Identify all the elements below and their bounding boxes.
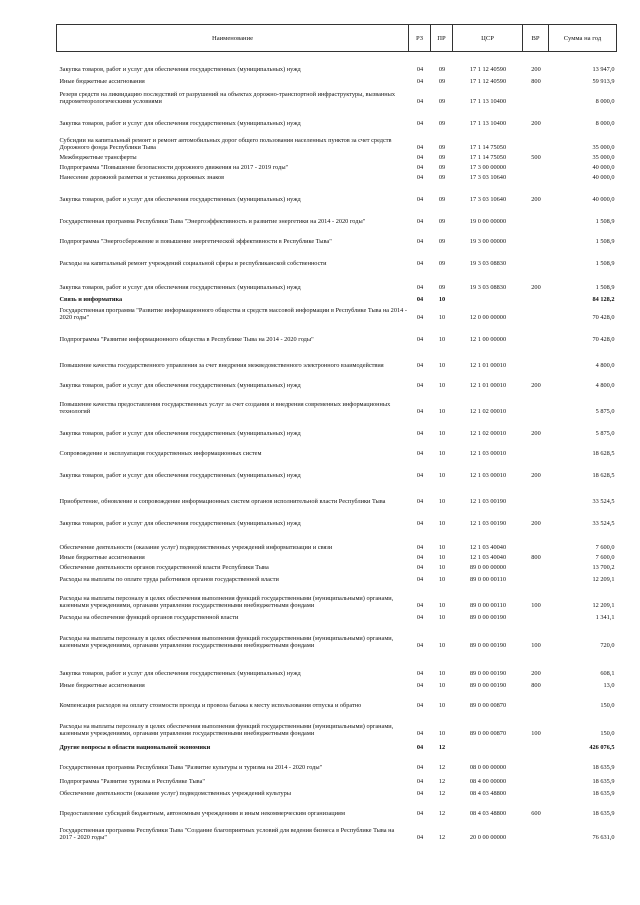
cell-pr: 09	[438, 66, 446, 74]
cell-rz: 04	[416, 408, 424, 416]
table-row	[57, 86, 617, 106]
cell-sum: 4 800,0	[595, 362, 615, 370]
cell-csr: 89 0 00 00110	[470, 602, 506, 610]
cell-pr: 10	[438, 682, 446, 690]
cell-vr: 100	[531, 602, 541, 610]
cell-name: Обеспечение деятельности органов государственной власти Республики Тыва	[59, 564, 269, 572]
cell-pr: 12	[438, 764, 446, 772]
cell-vr: 800	[531, 682, 541, 690]
cell-csr: 20 0 00 00000	[469, 834, 507, 842]
cell-rz: 04	[416, 564, 424, 572]
cell-sum: 13 947,0	[592, 66, 615, 74]
cell-csr: 17 1 12 40590	[469, 66, 507, 74]
cell-rz: 04	[416, 260, 424, 268]
cell-pr: 09	[438, 78, 446, 86]
cell-sum: 76 631,0	[592, 834, 615, 842]
cell-sum: 18 635,9	[592, 778, 615, 786]
cell-pr: 10	[438, 472, 446, 480]
cell-name: Закупка товаров, работ и услуг для обеспечения государственных (муниципальных) нужд	[59, 382, 301, 390]
cell-pr: 10	[438, 702, 446, 710]
cell-sum: 4 800,0	[595, 382, 615, 390]
cell-sum: 8 000,0	[595, 120, 615, 128]
cell-rz: 04	[416, 764, 424, 772]
cell-csr: 08 0 00 00000	[469, 764, 507, 772]
cell-vr	[523, 738, 549, 752]
cell-rz: 04	[416, 730, 424, 738]
cell-name: Расходы на выплаты персоналу в целях обеспечения выполнения функций государственными (муниципальными) органами, казенными учреждениями, органами управления государственными внебюджетными фондами	[59, 594, 394, 610]
table-row	[57, 786, 617, 798]
cell-sum: 150,0	[600, 730, 615, 738]
cell-vr: 500	[531, 154, 541, 162]
cell-vr	[523, 772, 549, 786]
table-row	[57, 152, 617, 162]
table-row	[57, 458, 617, 480]
cell-vr	[523, 292, 549, 304]
cell-vr	[523, 162, 549, 172]
table-row	[57, 584, 617, 610]
cell-sum: 150,0	[600, 702, 615, 710]
cell-rz: 04	[416, 164, 424, 172]
cell-sum: 8 000,0	[595, 98, 615, 106]
cell-pr: 10	[438, 296, 446, 304]
cell-csr: 17 1 14 75050	[469, 144, 507, 152]
cell-name: Резерв средств на ликвидацию последствий от разрушений на объектах дорожно-транспортной инфраструктуры, вызванных гидрометеорологическими условиями	[59, 90, 396, 106]
cell-name: Закупка товаров, работ и услуг для обеспечения государственных (муниципальных) нужд	[59, 472, 301, 480]
cell-vr: 200	[531, 66, 541, 74]
cell-sum: 1 508,9	[595, 238, 615, 246]
table-header-row	[57, 25, 617, 52]
cell-csr: 17 1 13 10400	[469, 120, 507, 128]
cell-csr: 12 1 03 00190	[469, 520, 507, 528]
cell-pr: 10	[438, 314, 446, 322]
cell-rz: 04	[416, 120, 424, 128]
cell-csr: 08 4 03 48800	[469, 790, 507, 798]
table-row	[57, 678, 617, 690]
cell-name: Закупка товаров, работ и услуг для обеспечения государственных (муниципальных) нужд	[59, 120, 301, 128]
cell-csr: 19 3 03 08830	[469, 284, 507, 292]
cell-sum: 35 000,0	[592, 144, 615, 152]
table-row	[57, 710, 617, 738]
cell-name: Подпрограмма "Повышение безопасности дорожного движения на 2017 - 2019 годы"	[59, 164, 289, 172]
cell-vr	[523, 86, 549, 106]
cell-csr: 17 1 12 40590	[469, 78, 507, 86]
cell-vr	[523, 528, 549, 552]
cell-name: Связь и информатика	[59, 296, 123, 304]
cell-sum: 84 128,2	[592, 296, 615, 304]
cell-name: Предоставление субсидий бюджетным, автономным учреждениям и иным некоммерческим организациям	[59, 810, 345, 818]
cell-vr: 200	[531, 430, 541, 438]
cell-pr: 12	[438, 790, 446, 798]
cell-rz: 04	[416, 66, 424, 74]
cell-pr: 10	[438, 544, 446, 552]
header-pr: ПР	[431, 25, 453, 52]
cell-sum: 1 508,9	[595, 284, 615, 292]
cell-vr: 800	[531, 554, 541, 562]
header-sum: Сумма на год	[549, 25, 617, 52]
cell-vr	[523, 172, 549, 182]
cell-csr: 08 4 03 48800	[469, 810, 507, 818]
cell-rz: 04	[416, 602, 424, 610]
cell-sum: 1 508,9	[595, 260, 615, 268]
cell-pr: 10	[438, 382, 446, 390]
cell-csr: 08 4 00 00000	[469, 778, 507, 786]
cell-sum: 720,0	[600, 642, 615, 650]
cell-vr	[523, 304, 549, 322]
cell-name: Закупка товаров, работ и услуг для обеспечения государственных (муниципальных) нужд	[59, 670, 301, 678]
cell-csr: 89 0 00 00190	[469, 670, 507, 678]
table-row	[57, 622, 617, 650]
cell-name: Повышение качества предоставления государственных услуг за счет создания и внедрения современных информационных технологий	[59, 400, 391, 416]
cell-rz: 04	[416, 430, 424, 438]
cell-sum: 18 628,5	[592, 450, 615, 458]
cell-vr	[523, 572, 549, 584]
cell-sum: 18 628,5	[592, 472, 615, 480]
cell-name: Сопровождение и эксплуатация государственных информационных систем	[59, 450, 262, 458]
cell-vr	[523, 322, 549, 344]
table-row	[57, 818, 617, 842]
cell-rz: 04	[416, 498, 424, 506]
cell-pr: 09	[438, 238, 446, 246]
cell-sum: 1 508,9	[595, 218, 615, 226]
table-row	[57, 172, 617, 182]
cell-csr: 17 3 00 00000	[469, 164, 507, 172]
cell-pr: 12	[438, 744, 446, 752]
cell-name: Подпрограмма "Развитие туризма в Республике Тыва"	[59, 778, 205, 786]
cell-rz: 04	[416, 450, 424, 458]
cell-vr	[523, 246, 549, 268]
cell-pr: 10	[438, 554, 446, 562]
cell-vr: 200	[531, 472, 541, 480]
cell-name: Расходы на выплаты персоналу в целях обеспечения выполнения функций государственными (муниципальными) органами, казенными учреждениями, органами управления государственными внебюджетными фондами	[59, 634, 394, 650]
table-row	[57, 344, 617, 370]
table-row	[57, 370, 617, 390]
cell-vr: 200	[531, 284, 541, 292]
cell-name: Иные бюджетные ассигнования	[59, 682, 145, 690]
cell-rz: 04	[416, 362, 424, 370]
table-row	[57, 52, 617, 74]
cell-sum: 18 635,9	[592, 764, 615, 772]
cell-rz: 04	[416, 790, 424, 798]
table-row	[57, 610, 617, 622]
cell-pr: 12	[438, 834, 446, 842]
cell-vr: 100	[531, 730, 541, 738]
cell-rz: 04	[416, 544, 424, 552]
budget-document	[56, 24, 616, 842]
table-row	[57, 738, 617, 752]
cell-sum: 12 209,1	[592, 576, 615, 584]
cell-rz: 04	[416, 284, 424, 292]
table-row	[57, 572, 617, 584]
cell-csr: 12 1 00 00000	[469, 336, 507, 344]
cell-sum: 12 209,1	[592, 602, 615, 610]
cell-name: Нанесение дорожной разметки и установка дорожных знаков	[59, 174, 225, 182]
cell-rz: 04	[416, 472, 424, 480]
cell-pr: 09	[438, 196, 446, 204]
cell-csr: 89 0 00 00190	[469, 614, 507, 622]
cell-pr: 10	[438, 520, 446, 528]
cell-rz: 04	[416, 744, 424, 752]
header-rz: РЗ	[409, 25, 431, 52]
header-vr: ВР	[523, 25, 549, 52]
cell-csr: 12 1 03 00190	[469, 498, 507, 506]
table-row	[57, 752, 617, 772]
cell-vr	[523, 690, 549, 710]
cell-name: Другие вопросы в области национальной экономики	[59, 744, 211, 752]
cell-rz: 04	[416, 144, 424, 152]
cell-sum: 5 875,0	[595, 430, 615, 438]
cell-name: Подпрограмма "Развитие информационного общества в Республике Тыва на 2014 - 2020 годы"	[59, 336, 314, 344]
cell-csr: 12 1 02 00010	[469, 408, 507, 416]
cell-name: Межбюджетные трансферты	[59, 154, 137, 162]
table-row	[57, 480, 617, 506]
cell-pr: 10	[438, 498, 446, 506]
cell-pr: 10	[438, 430, 446, 438]
cell-pr: 09	[438, 218, 446, 226]
cell-vr	[523, 752, 549, 772]
cell-name: Компенсация расходов на оплату стоимости проезда и провоза багажа к месту использования отпуска и обратно	[59, 702, 362, 710]
cell-csr: 89 0 00 00870	[469, 730, 507, 738]
table-row	[57, 552, 617, 562]
table-row	[57, 772, 617, 786]
cell-rz: 04	[416, 614, 424, 622]
cell-rz: 04	[416, 554, 424, 562]
cell-rz: 04	[416, 670, 424, 678]
cell-rz: 04	[416, 778, 424, 786]
cell-sum: 7 600,0	[595, 554, 615, 562]
cell-vr	[523, 610, 549, 622]
cell-sum: 59 913,9	[592, 78, 615, 86]
cell-sum: 13,0	[603, 682, 615, 690]
cell-rz: 04	[416, 810, 424, 818]
cell-vr	[523, 128, 549, 152]
cell-name: Государственная программа Республики Тыва "Энергоэффективность и развитие энергетики на 2014 - 2020 годы"	[59, 218, 366, 226]
cell-csr: 17 3 03 10640	[469, 196, 507, 204]
cell-csr: 17 3 03 10640	[469, 174, 507, 182]
cell-rz: 04	[416, 174, 424, 182]
table-row	[57, 690, 617, 710]
cell-rz: 04	[416, 196, 424, 204]
cell-name: Расходы на выплаты персоналу в целях обеспечения выполнения функций государственными (муниципальными) органами, казенными учреждениями, органами управления государственными внебюджетными фондами	[59, 722, 394, 738]
cell-pr: 09	[438, 164, 446, 172]
cell-pr: 10	[438, 670, 446, 678]
cell-rz: 04	[416, 702, 424, 710]
table-row	[57, 304, 617, 322]
cell-csr: 12 1 02 00010	[469, 430, 507, 438]
cell-vr: 800	[531, 78, 541, 86]
cell-pr: 12	[438, 778, 446, 786]
cell-vr: 200	[531, 120, 541, 128]
cell-sum: 70 428,0	[592, 314, 615, 322]
cell-vr: 200	[531, 196, 541, 204]
cell-vr	[523, 344, 549, 370]
table-row	[57, 322, 617, 344]
cell-csr: 12 1 01 00010	[469, 382, 507, 390]
cell-pr: 10	[438, 564, 446, 572]
cell-rz: 04	[416, 834, 424, 842]
cell-pr: 10	[438, 730, 446, 738]
budget-table	[56, 24, 617, 842]
table-row	[57, 292, 617, 304]
cell-name: Иные бюджетные ассигнования	[59, 78, 145, 86]
cell-name: Обеспечение деятельности (оказание услуг) подведомственных учреждений информатизации и связи	[59, 544, 333, 552]
cell-name: Обеспечение деятельности (оказание услуг) подведомственных учреждений культуры	[59, 790, 291, 798]
cell-rz: 04	[416, 576, 424, 584]
cell-vr: 200	[531, 382, 541, 390]
cell-csr: 89 0 00 00190	[469, 642, 507, 650]
cell-pr: 10	[438, 602, 446, 610]
table-row	[57, 438, 617, 458]
cell-pr: 10	[438, 576, 446, 584]
header-csr: ЦСР	[453, 25, 523, 52]
cell-csr: 12 0 00 00000	[469, 314, 507, 322]
cell-rz: 04	[416, 382, 424, 390]
cell-vr	[523, 818, 549, 842]
table-row	[57, 204, 617, 226]
cell-csr: 89 0 00 00870	[469, 702, 507, 710]
table-row	[57, 562, 617, 572]
cell-csr: 12 1 03 00010	[469, 450, 507, 458]
cell-rz: 04	[416, 218, 424, 226]
cell-vr	[523, 204, 549, 226]
cell-pr: 09	[438, 284, 446, 292]
cell-name: Государственная программа Республики Тыва "Развитие культуры и туризма на 2014 - 2020 годы"	[59, 764, 323, 772]
cell-name: Расходы на выплаты по оплате труда работников органов государственной власти	[59, 576, 279, 584]
cell-csr	[453, 738, 523, 752]
cell-sum: 5 875,0	[595, 408, 615, 416]
cell-sum: 33 524,5	[592, 498, 615, 506]
table-row	[57, 416, 617, 438]
cell-sum: 426 076,5	[589, 744, 615, 752]
cell-name: Иные бюджетные ассигнования	[59, 554, 145, 562]
cell-rz: 04	[416, 296, 424, 304]
cell-rz: 04	[416, 520, 424, 528]
cell-name: Государственная программа Республики Тыва "Создание благоприятных условий для ведения бизнеса в Республике Тыва на 2017 - 2020 годы"	[59, 826, 395, 842]
cell-vr	[523, 226, 549, 246]
cell-name: Закупка товаров, работ и услуг для обеспечения государственных (муниципальных) нужд	[59, 520, 301, 528]
cell-vr: 600	[531, 810, 541, 818]
cell-sum: 40 000,0	[592, 174, 615, 182]
cell-csr: 89 0 00 00000	[469, 564, 507, 572]
cell-rz: 04	[416, 642, 424, 650]
cell-csr: 89 0 00 00110	[470, 576, 506, 584]
cell-pr: 10	[438, 362, 446, 370]
cell-csr	[453, 292, 523, 304]
table-row	[57, 506, 617, 528]
cell-name: Расходы на обеспечение функций органов государственной власти	[59, 614, 239, 622]
cell-sum: 33 524,5	[592, 520, 615, 528]
cell-rz: 04	[416, 154, 424, 162]
cell-pr: 10	[438, 408, 446, 416]
cell-rz: 04	[416, 238, 424, 246]
table-row	[57, 106, 617, 128]
cell-csr: 89 0 00 00190	[469, 682, 507, 690]
table-row	[57, 268, 617, 292]
cell-pr: 09	[438, 174, 446, 182]
cell-pr: 10	[438, 336, 446, 344]
table-row	[57, 162, 617, 172]
table-row	[57, 246, 617, 268]
cell-csr: 19 3 03 08830	[469, 260, 507, 268]
cell-sum: 18 635,9	[592, 790, 615, 798]
cell-csr: 17 1 13 10400	[469, 98, 507, 106]
cell-sum: 18 635,9	[592, 810, 615, 818]
cell-csr: 12 1 03 40040	[469, 554, 507, 562]
cell-csr: 12 1 01 00010	[469, 362, 507, 370]
cell-csr: 19 0 00 00000	[469, 218, 507, 226]
cell-name: Повышение качества государственного управления за счет внедрения межведомственного электронного взаимодействия	[59, 362, 384, 370]
cell-sum: 70 428,0	[592, 336, 615, 344]
cell-sum: 7 600,0	[595, 544, 615, 552]
cell-pr: 09	[438, 98, 446, 106]
cell-name: Закупка товаров, работ и услуг для обеспечения государственных (муниципальных) нужд	[59, 66, 301, 74]
table-row	[57, 226, 617, 246]
cell-rz: 04	[416, 682, 424, 690]
cell-vr: 200	[531, 520, 541, 528]
table-row	[57, 650, 617, 678]
cell-rz: 04	[416, 78, 424, 86]
cell-sum: 35 000,0	[592, 154, 615, 162]
cell-rz: 04	[416, 314, 424, 322]
cell-name: Закупка товаров, работ и услуг для обеспечения государственных (муниципальных) нужд	[59, 430, 301, 438]
cell-sum: 1 341,1	[595, 614, 615, 622]
cell-name: Государственная программа "Развитие информационного общества и средств массовой информации в Республике Тыва на 2014 - 2020 годы"	[59, 306, 407, 322]
cell-name: Закупка товаров, работ и услуг для обеспечения государственных (муниципальных) нужд	[59, 284, 301, 292]
cell-name: Закупка товаров, работ и услуг для обеспечения государственных (муниципальных) нужд	[59, 196, 301, 204]
cell-name: Расходы на капитальный ремонт учреждений социальной сферы и республиканской собственности	[59, 260, 327, 268]
cell-pr: 09	[438, 260, 446, 268]
cell-vr	[523, 390, 549, 416]
cell-rz: 04	[416, 98, 424, 106]
cell-pr: 10	[438, 450, 446, 458]
cell-rz: 04	[416, 336, 424, 344]
header-name: Наименование	[57, 25, 409, 52]
cell-vr	[523, 480, 549, 506]
cell-vr	[523, 562, 549, 572]
cell-pr: 09	[438, 120, 446, 128]
cell-csr: 12 1 03 40040	[469, 544, 507, 552]
cell-sum: 40 000,0	[592, 164, 615, 172]
cell-vr	[523, 438, 549, 458]
table-row	[57, 182, 617, 204]
table-body	[57, 52, 617, 842]
cell-vr: 100	[531, 642, 541, 650]
table-row	[57, 798, 617, 818]
cell-csr: 19 3 00 00000	[469, 238, 507, 246]
cell-pr: 09	[438, 144, 446, 152]
table-row	[57, 528, 617, 552]
cell-pr: 10	[438, 614, 446, 622]
cell-pr: 12	[438, 810, 446, 818]
cell-sum: 40 000,0	[592, 196, 615, 204]
cell-sum: 13 700,2	[592, 564, 615, 572]
cell-name: Приобретение, обновление и сопровождение информационных систем органов исполнительной власти Республики Тыва	[59, 498, 386, 506]
cell-name: Субсидии на капитальный ремонт и ремонт автомобильных дорог общего пользования населенных пунктов за счет средств Дорожного фонда Республики Тыва	[59, 136, 392, 152]
cell-sum: 608,1	[600, 670, 615, 678]
cell-name: Подпрограмма "Энергосбережение и повышение энергетической эффективности в Республике Тыва"	[59, 238, 332, 246]
cell-pr: 10	[438, 642, 446, 650]
cell-pr: 09	[438, 154, 446, 162]
table-row	[57, 74, 617, 86]
cell-vr: 200	[531, 670, 541, 678]
table-row	[57, 128, 617, 152]
cell-csr: 17 1 14 75050	[469, 154, 507, 162]
cell-csr: 12 1 03 00010	[469, 472, 507, 480]
table-row	[57, 390, 617, 416]
cell-vr	[523, 786, 549, 798]
